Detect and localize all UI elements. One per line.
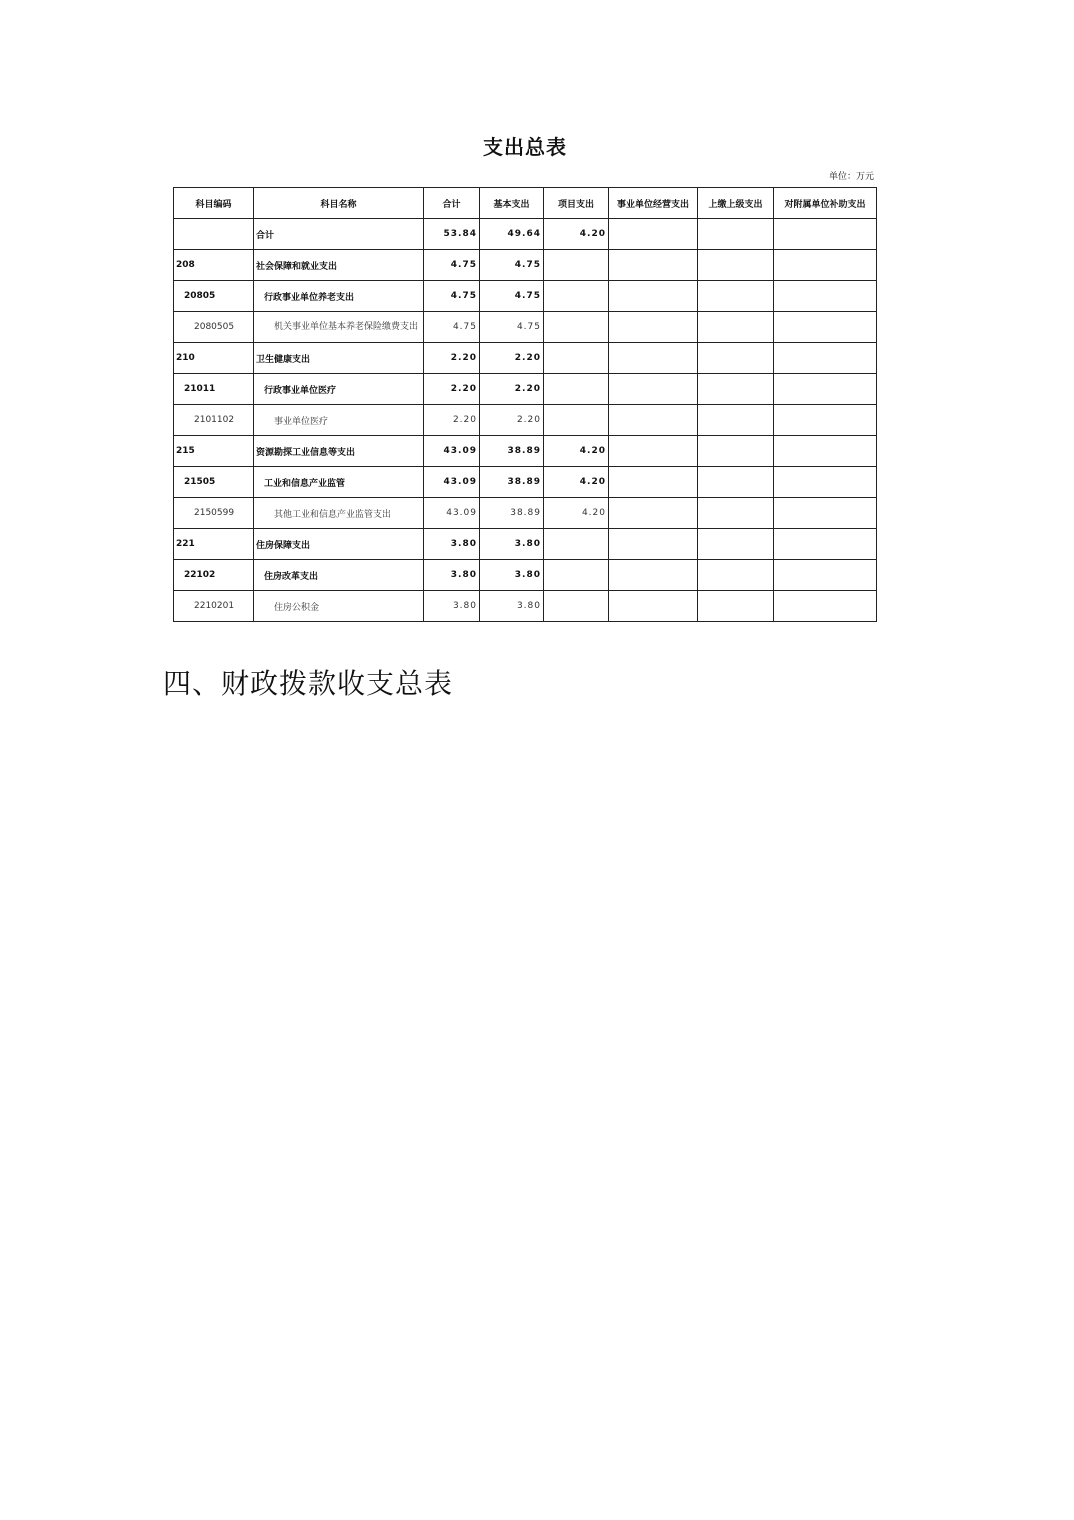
cell-total: 3.80 xyxy=(424,529,480,560)
cell-basic: 49.64 xyxy=(480,219,544,250)
page-title: 支出总表 xyxy=(483,135,567,159)
table-row xyxy=(174,591,877,622)
cell-project: 4.20 xyxy=(544,436,609,467)
cell-name: 住房改革支出 xyxy=(254,560,424,591)
cell-subsidy xyxy=(774,219,877,250)
cell-project: 4.20 xyxy=(544,219,609,250)
cell-subsidy xyxy=(774,312,877,343)
cell-code: 21011 xyxy=(174,374,254,405)
cell-project: 4.20 xyxy=(544,467,609,498)
cell-upper xyxy=(698,560,774,591)
cell-subsidy xyxy=(774,343,877,374)
cell-basic: 4.75 xyxy=(480,281,544,312)
cell-code: 2150599 xyxy=(174,498,254,529)
cell-project xyxy=(544,529,609,560)
cell-subsidy xyxy=(774,374,877,405)
table-row xyxy=(174,436,877,467)
cell-total: 4.75 xyxy=(424,312,480,343)
column-header-project: 项目支出 xyxy=(544,188,609,219)
cell-project xyxy=(544,560,609,591)
cell-operating xyxy=(609,343,698,374)
cell-basic: 3.80 xyxy=(480,560,544,591)
column-header-code: 科目编码 xyxy=(174,188,254,219)
cell-operating xyxy=(609,498,698,529)
cell-total: 43.09 xyxy=(424,498,480,529)
cell-subsidy xyxy=(774,250,877,281)
cell-name: 其他工业和信息产业监管支出 xyxy=(254,498,424,529)
cell-project xyxy=(544,312,609,343)
cell-code: 2080505 xyxy=(174,312,254,343)
cell-operating xyxy=(609,219,698,250)
cell-total: 2.20 xyxy=(424,343,480,374)
cell-upper xyxy=(698,312,774,343)
table-row xyxy=(174,219,877,250)
cell-upper xyxy=(698,467,774,498)
cell-total: 3.80 xyxy=(424,560,480,591)
cell-project xyxy=(544,343,609,374)
cell-operating xyxy=(609,374,698,405)
cell-operating xyxy=(609,405,698,436)
column-header-operating: 事业单位经营支出 xyxy=(609,188,698,219)
cell-operating xyxy=(609,560,698,591)
cell-upper xyxy=(698,343,774,374)
cell-upper xyxy=(698,498,774,529)
cell-name: 住房公积金 xyxy=(254,591,424,622)
cell-operating xyxy=(609,312,698,343)
table-row xyxy=(174,312,877,343)
column-header-name: 科目名称 xyxy=(254,188,424,219)
cell-name: 社会保障和就业支出 xyxy=(254,250,424,281)
cell-project xyxy=(544,250,609,281)
cell-operating xyxy=(609,467,698,498)
cell-upper xyxy=(698,250,774,281)
table-header-row xyxy=(174,188,877,219)
cell-name: 卫生健康支出 xyxy=(254,343,424,374)
cell-name: 事业单位医疗 xyxy=(254,405,424,436)
cell-basic: 4.75 xyxy=(480,250,544,281)
cell-total: 3.80 xyxy=(424,591,480,622)
cell-operating xyxy=(609,250,698,281)
cell-subsidy xyxy=(774,281,877,312)
cell-total: 53.84 xyxy=(424,219,480,250)
cell-code: 2210201 xyxy=(174,591,254,622)
cell-project: 4.20 xyxy=(544,498,609,529)
cell-project xyxy=(544,281,609,312)
cell-upper xyxy=(698,591,774,622)
cell-name: 工业和信息产业监管 xyxy=(254,467,424,498)
cell-subsidy xyxy=(774,498,877,529)
table-row xyxy=(174,498,877,529)
cell-name: 住房保障支出 xyxy=(254,529,424,560)
cell-basic: 2.20 xyxy=(480,405,544,436)
cell-basic: 38.89 xyxy=(480,436,544,467)
cell-subsidy xyxy=(774,560,877,591)
cell-code: 20805 xyxy=(174,281,254,312)
cell-total: 2.20 xyxy=(424,405,480,436)
cell-operating xyxy=(609,436,698,467)
cell-project xyxy=(544,591,609,622)
table-row xyxy=(174,250,877,281)
cell-code: 2101102 xyxy=(174,405,254,436)
cell-basic: 2.20 xyxy=(480,343,544,374)
cell-name: 机关事业单位基本养老保险缴费支出 xyxy=(254,312,424,343)
cell-code: 22102 xyxy=(174,560,254,591)
cell-operating xyxy=(609,529,698,560)
cell-code xyxy=(174,219,254,250)
cell-operating xyxy=(609,591,698,622)
cell-code: 221 xyxy=(174,529,254,560)
cell-name: 合计 xyxy=(254,219,424,250)
cell-subsidy xyxy=(774,591,877,622)
expense-summary-table xyxy=(173,187,877,622)
table-row xyxy=(174,405,877,436)
cell-name: 行政事业单位养老支出 xyxy=(254,281,424,312)
cell-subsidy xyxy=(774,436,877,467)
table-row xyxy=(174,560,877,591)
cell-total: 4.75 xyxy=(424,250,480,281)
cell-operating xyxy=(609,281,698,312)
cell-name: 行政事业单位医疗 xyxy=(254,374,424,405)
cell-basic: 2.20 xyxy=(480,374,544,405)
cell-code: 210 xyxy=(174,343,254,374)
cell-project xyxy=(544,374,609,405)
column-header-subsidy: 对附属单位补助支出 xyxy=(774,188,877,219)
table-row xyxy=(174,343,877,374)
cell-code: 215 xyxy=(174,436,254,467)
column-header-upper: 上缴上级支出 xyxy=(698,188,774,219)
cell-upper xyxy=(698,281,774,312)
column-header-total: 合计 xyxy=(424,188,480,219)
cell-total: 43.09 xyxy=(424,467,480,498)
table-row xyxy=(174,281,877,312)
table-row xyxy=(174,467,877,498)
cell-basic: 38.89 xyxy=(480,498,544,529)
cell-basic: 3.80 xyxy=(480,591,544,622)
cell-upper xyxy=(698,219,774,250)
cell-subsidy xyxy=(774,405,877,436)
cell-upper xyxy=(698,405,774,436)
cell-code: 21505 xyxy=(174,467,254,498)
cell-upper xyxy=(698,436,774,467)
cell-basic: 38.89 xyxy=(480,467,544,498)
cell-code: 208 xyxy=(174,250,254,281)
cell-name: 资源勘探工业信息等支出 xyxy=(254,436,424,467)
cell-basic: 4.75 xyxy=(480,312,544,343)
column-header-basic: 基本支出 xyxy=(480,188,544,219)
cell-upper xyxy=(698,529,774,560)
cell-subsidy xyxy=(774,529,877,560)
table-row xyxy=(174,374,877,405)
unit-label: 单位：万元 xyxy=(828,172,874,182)
cell-subsidy xyxy=(774,467,877,498)
table-row xyxy=(174,529,877,560)
cell-total: 43.09 xyxy=(424,436,480,467)
section-heading: 四、财政拨款收支总表 xyxy=(163,667,454,700)
cell-basic: 3.80 xyxy=(480,529,544,560)
cell-project xyxy=(544,405,609,436)
cell-total: 4.75 xyxy=(424,281,480,312)
cell-upper xyxy=(698,374,774,405)
cell-total: 2.20 xyxy=(424,374,480,405)
